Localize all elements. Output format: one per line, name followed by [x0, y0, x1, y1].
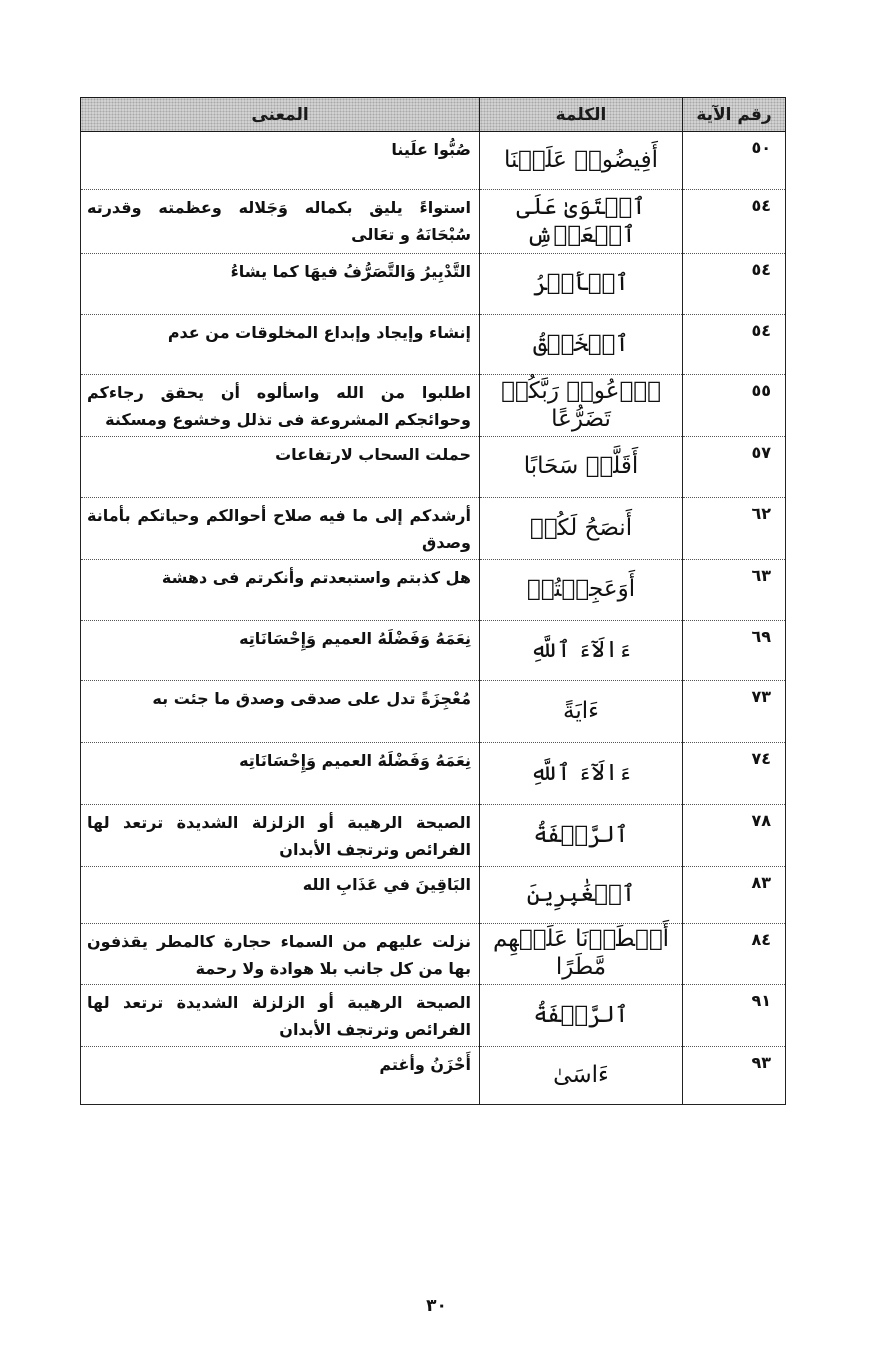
table-row — [81, 254, 786, 315]
verse-number-cell: ٥٤ — [683, 315, 786, 375]
meaning-cell: التَّدْبِيرُ وَالتَّصَرُّفُ فيهَا كما يشاءُ — [81, 254, 480, 315]
quran-word-cell: ءَالَآءَ ٱللَّهِ — [480, 743, 683, 805]
table-row — [81, 743, 786, 805]
verse-number-cell: ٥٤ — [683, 254, 786, 315]
quran-word-cell: أَوَعَجِبۡتُمۡ — [480, 560, 683, 621]
table-row — [81, 315, 786, 375]
verse-number-cell: ٦٣ — [683, 560, 786, 621]
meaning-cell: مُعْجِزَةً تدل على صدقى وصدق ما جئت به — [81, 681, 480, 743]
table-row — [81, 560, 786, 621]
quran-word-cell: ٱلرَّجۡفَةُ — [480, 805, 683, 867]
quran-word-cell: ءَاسَىٰ — [480, 1047, 683, 1105]
verse-number-cell: ٥٠ — [683, 132, 786, 190]
table-row — [81, 132, 786, 190]
meaning-cell: هل كذبتم واستبعدتم وأنكرتم فى دهشة — [81, 560, 480, 621]
meaning-cell: صُبُّوا علَينا — [81, 132, 480, 190]
table-row — [81, 681, 786, 743]
quran-word-cell: ءَايَةً — [480, 681, 683, 743]
meaning-cell: نزلت عليهم من السماء حجارة كالمطر يقذفون بها من كل جانب بلا هوادة ولا رحمة — [81, 924, 480, 985]
page-number: ٣٠ — [426, 1296, 447, 1316]
meaning-cell: نِعَمَهُ وَفَضْلَهُ العميم وَإِحْسَانَاتِه — [81, 743, 480, 805]
table-row — [81, 1047, 786, 1105]
verse-number-cell: ٩١ — [683, 985, 786, 1047]
quran-word-cell: أَقَلَّتۡ سَحَابًا — [480, 437, 683, 498]
table-row — [81, 985, 786, 1047]
glossary-body — [81, 132, 786, 1105]
verse-number-cell: ٦٩ — [683, 621, 786, 681]
table-row — [81, 375, 786, 437]
meaning-cell: حملت السحاب لارتفاعات — [81, 437, 480, 498]
quran-word-cell: ءَالَآءَ ٱللَّهِ — [480, 621, 683, 681]
meaning-cell: أرشدكم إلى ما فيه صلاح أحوالكم وحياتكم بأمانة وصدق — [81, 498, 480, 560]
meaning-cell: الصيحة الرهيبة أو الزلزلة الشديدة ترتعد لها الفرائص وترتجف الأبدان — [81, 805, 480, 867]
quran-word-cell: ٱلۡأَمۡرُ — [480, 254, 683, 315]
quran-word-cell: ٱسۡتَوَىٰ عَلَى ٱلۡعَرۡشِ — [480, 190, 683, 254]
meaning-cell: استواءً يليق بكماله وَجَلاله وعظمته وقدرته سُبْحَانَهُ و تعَالى — [81, 190, 480, 254]
meaning-cell: أَحْزَنُ وأغتم — [81, 1047, 480, 1105]
meaning-cell: البَاقِينَ في عَذَابِ الله — [81, 867, 480, 924]
quran-word-cell: أَفِيضُوا۟ عَلَيۡنَا — [480, 132, 683, 190]
quran-word-cell: ٱدۡعُوا۟ رَبَّكُمۡ تَضَرُّعًا — [480, 375, 683, 437]
meaning-cell: نِعَمَهُ وَفَضْلَهُ العميم وَإِحْسَانَاتِه — [81, 621, 480, 681]
table-row — [81, 805, 786, 867]
verse-number-cell: ٦٢ — [683, 498, 786, 560]
verse-number-cell: ٧٣ — [683, 681, 786, 743]
table-row — [81, 621, 786, 681]
header-verse-number: رقم الآية — [683, 98, 786, 132]
table-header-row — [81, 98, 786, 132]
verse-number-cell: ٥٧ — [683, 437, 786, 498]
verse-number-cell: ٩٣ — [683, 1047, 786, 1105]
table-row — [81, 924, 786, 985]
header-word: الكلمة — [480, 98, 683, 132]
quran-word-cell: أَنصَحُ لَكُمۡ — [480, 498, 683, 560]
meaning-cell: اطلبوا من الله واسألوه أن يحقق رجاءكم وحوائجكم المشروعة فى تذلل وخشوع ومسكنة — [81, 375, 480, 437]
quran-word-cell: ٱلرَّجۡفَةُ — [480, 985, 683, 1047]
verse-number-cell: ٥٥ — [683, 375, 786, 437]
verse-number-cell: ٥٤ — [683, 190, 786, 254]
verse-number-cell: ٨٤ — [683, 924, 786, 985]
table-row — [81, 498, 786, 560]
table-row — [81, 437, 786, 498]
meaning-cell: إنشاء وإيجاد وإبداع المخلوقات من عدم — [81, 315, 480, 375]
quran-word-cell: أَمۡطَرۡنَا عَلَيۡهِم مَّطَرًا — [480, 924, 683, 985]
glossary-table — [80, 97, 786, 1105]
verse-number-cell: ٨٣ — [683, 867, 786, 924]
table-row — [81, 867, 786, 924]
quran-word-cell: ٱلۡخَلۡقُ — [480, 315, 683, 375]
verse-number-cell: ٧٨ — [683, 805, 786, 867]
quran-word-cell: ٱلۡغَٰبِرِينَ — [480, 867, 683, 924]
header-meaning: المعنى — [81, 98, 480, 132]
verse-number-cell: ٧٤ — [683, 743, 786, 805]
meaning-cell: الصيحة الرهيبة أو الزلزلة الشديدة ترتعد لها الفرائص وترتجف الأبدان — [81, 985, 480, 1047]
table-row — [81, 190, 786, 254]
